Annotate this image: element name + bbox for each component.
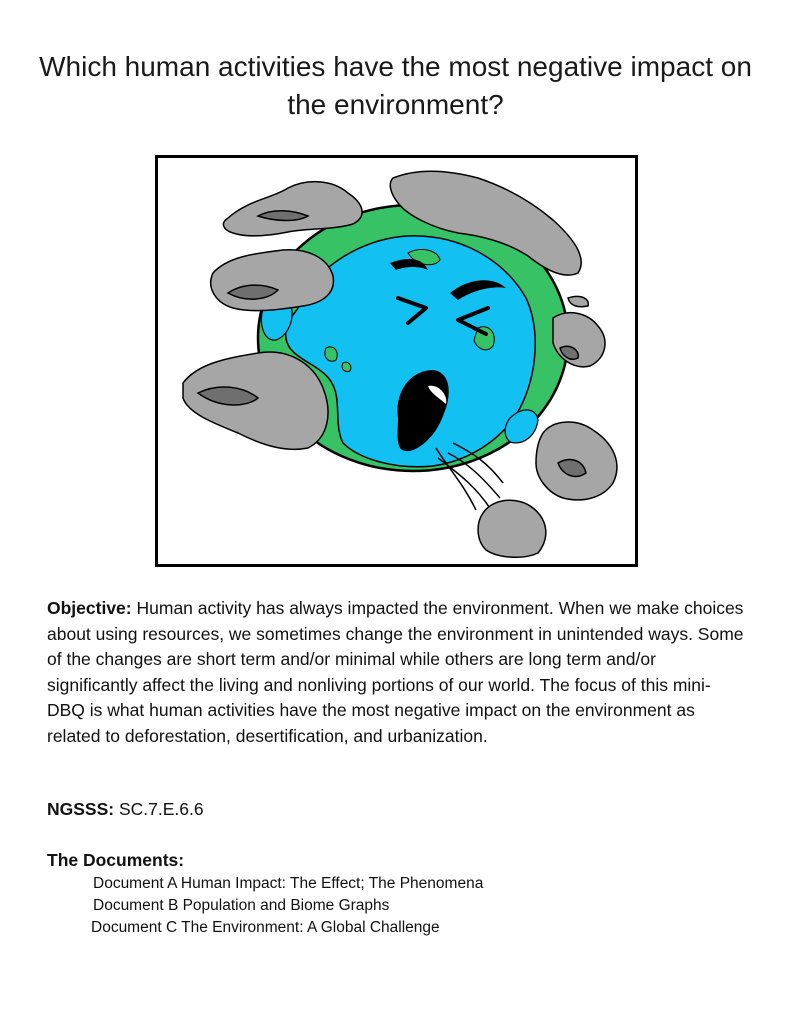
ngsss-line (47, 797, 204, 822)
objective-text: Human activity has always impacted the environment. When we make choices about using resources, we sometimes change the environment in unintended ways. Some of the changes are short term and/or minimal while others are long term and/or significantly affect the living and nonliving portions of our world. The focus of this mini-DBQ is what human activities have the most negative impact on the environment as related to deforestation, desertification, and urbanization. (47, 598, 744, 746)
documents-heading: The Documents: (47, 850, 185, 870)
ngsss-value: SC.7.E.6.6 (118, 799, 204, 819)
document-item-c: Document C The Environment: A Global Challenge (91, 919, 440, 936)
page-title: Which human activities have the most negative impact on the environment? (39, 51, 752, 120)
polluted-earth-icon (158, 158, 635, 564)
document-item-b: Document B Population and Biome Graphs (93, 897, 390, 914)
illustration-frame (155, 155, 638, 567)
objective-paragraph (47, 596, 747, 749)
objective-label: Objective: (47, 598, 132, 618)
ngsss-label: NGSSS: (47, 799, 115, 819)
documents-list (93, 873, 483, 939)
document-item-a: Document A Human Impact: The Effect; The Phenomena (93, 875, 484, 892)
